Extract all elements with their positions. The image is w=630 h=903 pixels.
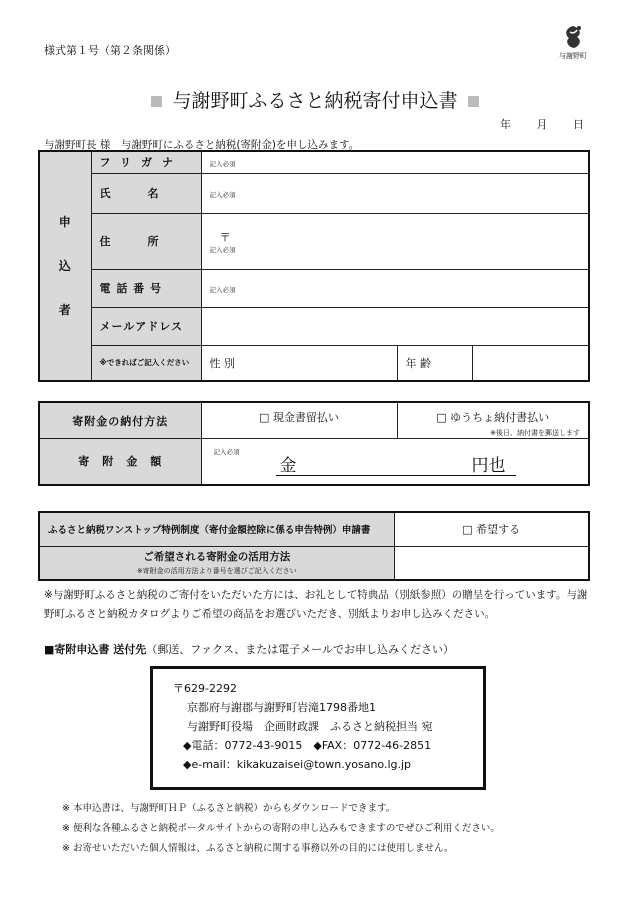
town-logo-icon (560, 24, 586, 50)
send-heading: ■寄附申込書 送付先（郵送、ファクス、または電子メールでお申し込みください） (44, 643, 455, 656)
footer-note-3: ※ お寄せいただいた個人情報は、ふるさと納税に関する事務以外の目的には使用しません。 (62, 843, 454, 854)
onestop-label: ふるさと納税ワンストップ特例制度（寄付金額控除に係る申告特例）申請書 (39, 512, 394, 546)
payment-table (38, 401, 590, 486)
office-name: 与謝野町役場 企画財政課 ふるさと納税担当 宛 (187, 720, 433, 733)
amount-underline (276, 475, 516, 476)
phone-field[interactable]: 記入必須 (201, 269, 589, 307)
tel-fax: ◆電話：0772-43-9015 ◆FAX：0772-46-2851 (183, 739, 432, 752)
phone-label: 電 話 番 号 (91, 269, 201, 307)
address-box (150, 666, 486, 790)
footer-note-1: ※ 本申込書は、与謝野町ＨＰ（ふるさと納税）からもダウンロードできます。 (62, 803, 396, 814)
date-year: 年 (500, 118, 511, 131)
name-label: 氏 名 (91, 173, 201, 213)
title-square-left (151, 96, 162, 107)
applicant-table (38, 150, 590, 382)
age-label-cell: 年 齢 (397, 345, 472, 381)
cash-option[interactable]: □ 現金書留払い (201, 402, 397, 439)
addressee-line: 与謝野町長 様 与謝野町にふるさと納税(寄附金)を申し込みます。 (44, 139, 360, 151)
gift-note: ※与謝野町ふるさと納税のご寄付をいただいた方には、お礼として特典品（別紙参照）の贈呈を行っています。与謝 野町ふるさと納税カタログよりご希望の商品をお選びいただき、別紙よりお申し込みください。 (44, 589, 588, 620)
logo-text: 与謝野町 (559, 52, 587, 60)
footer-note-2: ※ 便利な各種ふるさと納税ポータルサイトからの寄附の申し込みもできますのでぜひご利用ください。 (62, 823, 500, 834)
onestop-option[interactable]: □ 希望する (394, 512, 589, 546)
age-field[interactable] (472, 345, 589, 381)
amount-suffix: 円也 (471, 456, 506, 476)
email-label: メールアドレス (91, 307, 201, 345)
payment-method-label: 寄附金の納付方法 (39, 402, 201, 439)
usage-label: ご希望される寄附金の活用方法 ※寄附金の活用方法より番号を選びご記入ください (39, 546, 394, 580)
address-label: 住 所 (91, 213, 201, 269)
date-day: 日 (573, 118, 584, 131)
furigana-label: フリガナ (91, 151, 201, 173)
name-field[interactable]: 記入必須 (201, 173, 589, 213)
date-field (500, 116, 584, 132)
contact-email: ◆e-mail：kikakuzaisei@town.yosano.lg.jp (183, 758, 412, 771)
street-address: 京都府与謝郡与謝野町岩滝1798番地1 (187, 701, 376, 714)
town-logo (556, 24, 590, 61)
postal-code: 〒629-2292 (173, 682, 237, 695)
optional-note: ※できればご記入ください (91, 345, 201, 381)
page-title: 与謝野町ふるさと納税寄付申込書 (0, 86, 630, 113)
email-field[interactable] (201, 307, 589, 345)
form-number: 様式第１号（第２条関係） (44, 44, 176, 57)
title-square-right (468, 96, 479, 107)
date-month: 月 (536, 118, 548, 131)
amount-field[interactable]: 記入必須 金 円也 (201, 439, 589, 485)
furigana-field[interactable]: 記入必須 (201, 151, 589, 173)
usage-field[interactable] (394, 546, 589, 580)
yucho-option[interactable]: □ ゆうちょ納付書払い ※後日、納付書を郵送します (397, 402, 589, 439)
onestop-table (38, 511, 590, 581)
amount-prefix: 金 (279, 456, 297, 476)
applicant-section-label: 申 込 者 (39, 151, 91, 381)
amount-label: 寄 附 金 額 (39, 439, 201, 485)
gender-field[interactable]: 性 別 (201, 345, 397, 381)
address-field[interactable]: 〒 記入必須 (201, 213, 589, 269)
